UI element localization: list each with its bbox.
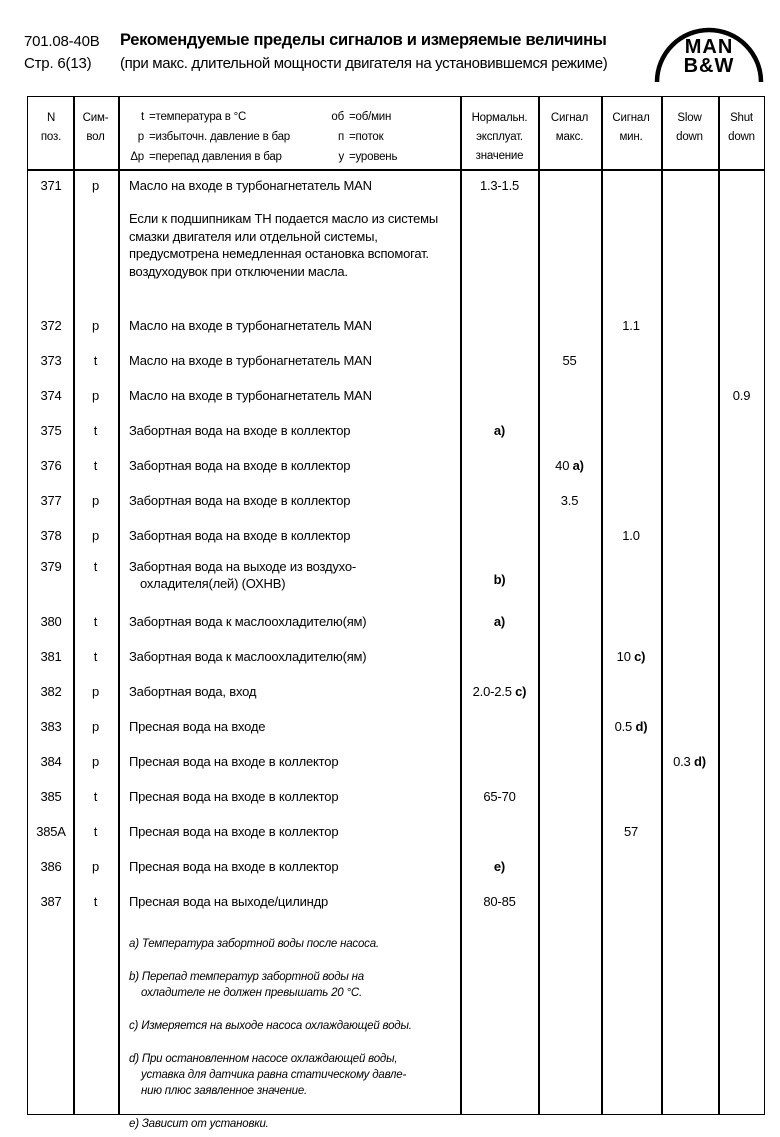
footnote-b <box>129 969 459 1001</box>
cell-signal-max <box>538 458 601 473</box>
cell-symbol: t <box>93 458 98 473</box>
row-371-note: Если к подшипникам ТН подается масло из системы смазки двигателя или отдельной системы, предусмотрена немедленная остановка вспомогат. воздуходувок при отключении масла. <box>129 211 439 279</box>
cell-symbol: t <box>93 423 98 438</box>
column-header-slow-l1: Slow <box>677 112 702 124</box>
column-header-shut-l2: down <box>728 131 755 143</box>
cell-signal-min-value: 10 <box>616 649 631 664</box>
column-header-symbol-l1: Сим- <box>82 112 109 124</box>
legend-text: =перепад давления в бар <box>149 151 282 163</box>
cell-signal-min: 1.0 <box>622 528 640 543</box>
cell-symbol: t <box>93 894 98 909</box>
cell-description: Масло на входе в турбонагнетатель MAN <box>129 388 372 403</box>
cell-description: Пресная вода на входе в коллектор <box>129 754 339 769</box>
cell-signal-max: 3.5 <box>560 493 579 508</box>
column-header-normal-value <box>461 109 538 166</box>
cell-position: 373 <box>40 353 62 368</box>
cell-symbol: p <box>91 318 100 333</box>
cell-symbol: t <box>93 559 98 574</box>
signal-limits-table <box>27 96 765 1130</box>
legend-symbol: об <box>331 111 344 123</box>
cell-description <box>129 558 459 592</box>
table-row <box>28 885 764 920</box>
column-header-symbol-l2: вол <box>86 131 105 143</box>
footnote-d-text: При остановленном насосе охлаждающей воды, <box>141 1053 398 1065</box>
cell-normal-value-note: c) <box>515 684 527 699</box>
cell-slow-down-value: 0.3 <box>673 754 691 769</box>
cell-normal-value: a) <box>493 423 506 438</box>
document-reference <box>24 31 129 75</box>
legend-entry <box>320 127 460 147</box>
table-row <box>28 780 764 815</box>
cell-position: 377 <box>40 493 62 508</box>
cell-description: Пресная вода на входе в коллектор <box>129 859 339 874</box>
table-body <box>28 169 764 1130</box>
cell-description: Масло на входе в турбонагнетатель MAN <box>129 353 372 368</box>
column-header-normal-l3: значение <box>475 150 524 162</box>
cell-symbol: p <box>91 684 100 699</box>
page-title <box>120 29 650 75</box>
cell-signal-min <box>601 649 661 664</box>
legend-entry <box>120 107 315 127</box>
legend-entry <box>320 107 460 127</box>
legend-entry <box>320 147 460 167</box>
cell-position: 382 <box>40 684 62 699</box>
title-main: Рекомендуемые пределы сигналов и измеряемые величины <box>120 31 607 49</box>
legend-text: =уровень <box>349 151 398 163</box>
legend-symbol: p <box>137 131 144 143</box>
cell-symbol: p <box>91 178 100 193</box>
footnote-e-label: e) <box>129 1118 139 1130</box>
cell-description: Масло на входе в турбонагнетатель MAN <box>129 178 372 193</box>
footnote-b-text: Перепад температур забортной воды на <box>141 971 364 983</box>
footnote-b-label: b) <box>129 971 139 983</box>
table-row <box>28 554 764 602</box>
footnote-c-text: Измеряется на выходе насоса охлаждающей воды. <box>141 1020 412 1032</box>
cell-normal-value: e) <box>493 859 506 874</box>
symbol-legend-left <box>120 107 315 167</box>
legend-text: =избыточн. давление в бар <box>149 131 290 143</box>
footnote-d <box>129 1051 459 1099</box>
cell-position: 385A <box>36 824 66 839</box>
column-header-position-l2: поз. <box>40 131 62 143</box>
footnote-d-label: d) <box>129 1053 139 1065</box>
cell-normal-value: a) <box>493 614 506 629</box>
cell-symbol: p <box>91 388 100 403</box>
cell-signal-min-note: d) <box>635 719 648 734</box>
footnote-a-text: Температура забортной воды после насоса. <box>141 938 379 950</box>
cell-symbol: t <box>93 614 98 629</box>
footnote-c-label: c) <box>129 1020 139 1032</box>
table-row <box>28 344 764 379</box>
cell-position: 383 <box>40 719 62 734</box>
cell-normal-value: 65-70 <box>483 789 516 804</box>
cell-normal-value: 1.3-1.5 <box>479 178 520 193</box>
legend-text: =температура в °C <box>149 111 247 123</box>
cell-description-l2: охладителя(лей) (ОХНВ) <box>140 576 286 591</box>
cell-signal-min-value: 0.5 <box>614 719 633 734</box>
cell-description: Масло на входе в турбонагнетатель MAN <box>129 318 372 333</box>
cell-normal-value <box>461 684 538 699</box>
cell-symbol: p <box>91 719 100 734</box>
cell-normal-value-number: 2.0-2.5 <box>472 684 512 699</box>
column-header-signal-min-l1: Сигнал <box>612 112 650 124</box>
title-subtitle: (при макс. длительной мощности двигателя на установившемся режиме) <box>120 55 608 72</box>
cell-position: 386 <box>40 859 62 874</box>
table-row <box>28 745 764 780</box>
legend-text: =об/мин <box>349 111 392 123</box>
legend-text: =поток <box>349 131 384 143</box>
column-header-shut-l1: Shut <box>730 112 753 124</box>
column-header-signal-min <box>601 109 661 147</box>
table-header-row <box>28 97 764 169</box>
column-header-slow-l2: down <box>676 131 703 143</box>
cell-position: 376 <box>40 458 62 473</box>
cell-signal-min: 57 <box>623 824 639 839</box>
legend-symbol: Δp <box>130 151 144 163</box>
symbol-legend <box>120 107 460 167</box>
table-row <box>28 379 764 414</box>
cell-shut-down: 0.9 <box>732 388 751 403</box>
cell-description: Пресная вода на входе <box>129 719 266 734</box>
cell-position: 380 <box>40 614 62 629</box>
logo-text-line2: B&W <box>683 55 735 77</box>
cell-position: 385 <box>40 789 62 804</box>
footnote-b-text-l2: охладителе не должен превышать 20 °C. <box>141 987 362 999</box>
footnote-a-label: a) <box>129 938 139 950</box>
cell-description: Пресная вода на входе в коллектор <box>129 824 339 839</box>
column-header-position <box>29 109 73 147</box>
table-row <box>28 815 764 850</box>
column-header-normal-l1: Нормальн. <box>471 112 528 124</box>
cell-description: Забортная вода на входе в коллектор <box>129 423 351 438</box>
footnote-e <box>129 1116 459 1132</box>
cell-description: Забортная вода на входе в коллектор <box>129 493 351 508</box>
page-label: Стр. 6(13) <box>24 55 92 72</box>
column-header-normal-l2: эксплуат. <box>476 131 523 143</box>
legend-symbol: t <box>141 111 144 123</box>
cell-symbol: p <box>91 859 100 874</box>
cell-position: 387 <box>40 894 62 909</box>
cell-signal-min <box>601 719 661 734</box>
cell-symbol: t <box>93 353 98 368</box>
cell-position: 374 <box>40 388 62 403</box>
cell-position: 372 <box>40 318 62 333</box>
table-row <box>28 414 764 449</box>
table-row <box>28 640 764 675</box>
cell-symbol: p <box>91 528 100 543</box>
footnote-a <box>129 936 459 952</box>
legend-symbol: п <box>337 131 344 143</box>
cell-signal-min: 1.1 <box>622 318 640 333</box>
document-number: 701.08-40B <box>24 33 100 50</box>
table-row <box>28 850 764 885</box>
column-header-symbol <box>73 109 118 147</box>
column-header-signal-max-l1: Сигнал <box>550 112 589 124</box>
symbol-legend-right <box>320 107 460 167</box>
column-header-signal-min-l2: мин. <box>619 131 643 143</box>
cell-signal-max-note: a) <box>572 458 584 473</box>
cell-description-l1: Забортная вода на выходе из воздухо- <box>129 559 356 574</box>
legend-entry <box>120 127 315 147</box>
cell-position: 371 <box>40 178 62 193</box>
cell-description: Забортная вода к маслоохладителю(ям) <box>129 649 367 664</box>
cell-normal-value: b) <box>493 572 506 587</box>
column-header-shut-down <box>718 109 765 147</box>
cell-position: 378 <box>40 528 62 543</box>
footnote-e-text: Зависит от установки. <box>141 1118 269 1130</box>
legend-entry <box>120 147 315 167</box>
cell-description: Забортная вода, вход <box>129 684 257 699</box>
cell-symbol: t <box>93 824 98 839</box>
cell-symbol: t <box>93 649 98 664</box>
column-header-signal-max-l2: макс. <box>555 131 584 143</box>
cell-position: 381 <box>40 649 62 664</box>
cell-signal-max-value: 40 <box>555 458 570 473</box>
document-header <box>0 0 780 94</box>
cell-description: Забортная вода на входе в коллектор <box>129 458 351 473</box>
column-header-slow-down <box>661 109 718 147</box>
column-header-signal-max <box>538 109 601 147</box>
man-bw-logo-graphic <box>653 20 765 82</box>
logo-text-line1: MAN <box>684 36 734 58</box>
table-row <box>28 519 764 554</box>
legend-symbol: у <box>338 151 344 163</box>
cell-description: Забортная вода к маслоохладителю(ям) <box>129 614 367 629</box>
cell-symbol: t <box>93 789 98 804</box>
table-row <box>28 484 764 519</box>
cell-position: 384 <box>40 754 62 769</box>
cell-position: 379 <box>40 559 62 574</box>
cell-slow-down <box>661 754 718 769</box>
cell-description: Пресная вода на выходе/цилиндр <box>129 894 329 909</box>
table-row <box>28 605 764 640</box>
cell-signal-min-note: c) <box>634 649 646 664</box>
table-row <box>28 710 764 745</box>
column-header-position-l1: N <box>46 112 56 124</box>
cell-signal-max: 55 <box>562 353 577 368</box>
footnote-d-text-l3: нию плюс заявленное значение. <box>141 1085 308 1097</box>
footnote-d-text-l2: уставка для датчика равна статическому давле- <box>141 1069 407 1081</box>
cell-position: 375 <box>40 423 62 438</box>
cell-symbol: p <box>91 493 100 508</box>
cell-symbol: p <box>91 754 100 769</box>
table-row <box>28 169 764 204</box>
table-row <box>28 449 764 484</box>
cell-description: Пресная вода на входе в коллектор <box>129 789 339 804</box>
table-row <box>28 675 764 710</box>
table-row <box>28 309 764 344</box>
man-bw-logo <box>653 20 765 82</box>
footnote-c <box>129 1018 459 1034</box>
cell-slow-down-note: d) <box>694 754 706 769</box>
cell-description: Забортная вода на входе в коллектор <box>129 528 351 543</box>
cell-normal-value: 80-85 <box>483 894 516 909</box>
